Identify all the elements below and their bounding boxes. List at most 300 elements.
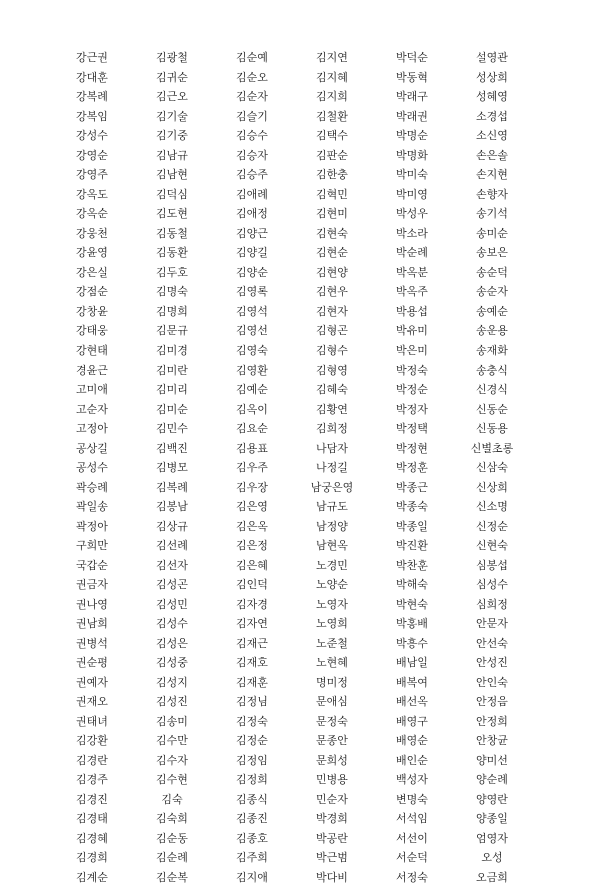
name-cell: 김명희 <box>156 304 188 318</box>
name-cell: 김성지 <box>156 675 188 689</box>
name-cell: 배남일 <box>396 656 428 670</box>
name-cell: 명미정 <box>316 675 348 689</box>
name-cell: 곽정아 <box>76 519 108 533</box>
name-cell: 문종안 <box>316 734 348 748</box>
name-cell: 노양순 <box>316 578 348 592</box>
name-cell: 김광철 <box>156 51 188 65</box>
name-cell: 송재화 <box>476 343 508 357</box>
name-cell: 김은옥 <box>236 519 268 533</box>
name-cell: 신별초롱 <box>470 441 514 455</box>
name-cell: 김선례 <box>156 539 188 553</box>
name-cell: 권병석 <box>76 636 108 650</box>
name-cell: 박홍배 <box>396 617 428 631</box>
name-cell: 김슬기 <box>236 109 268 123</box>
name-cell: 신상희 <box>476 480 508 494</box>
name-cell: 김성진 <box>156 695 188 709</box>
table-row <box>52 848 532 868</box>
name-cell: 강현태 <box>76 343 108 357</box>
name-cell: 송기석 <box>476 207 508 221</box>
name-cell: 김도현 <box>156 207 188 221</box>
name-cell: 강옥순 <box>76 207 108 221</box>
name-cell: 안정음 <box>476 695 508 709</box>
table-row <box>52 770 532 790</box>
name-cell: 김자경 <box>236 597 268 611</box>
table-row <box>52 477 532 497</box>
name-cell: 김수현 <box>156 773 188 787</box>
name-cell: 박유미 <box>396 324 428 338</box>
name-cell: 김병모 <box>156 461 188 475</box>
name-cell: 김애례 <box>236 187 268 201</box>
name-cell: 김한충 <box>316 168 348 182</box>
name-cell: 김희정 <box>316 422 348 436</box>
table-row <box>52 399 532 419</box>
name-cell: 김두호 <box>156 265 188 279</box>
name-cell: 김민수 <box>156 422 188 436</box>
name-cell: 박래권 <box>396 109 428 123</box>
name-cell: 김재훈 <box>236 675 268 689</box>
table-row <box>52 809 532 829</box>
name-cell: 김양근 <box>236 226 268 240</box>
name-cell: 김강환 <box>76 734 108 748</box>
name-cell: 김정희 <box>236 773 268 787</box>
name-cell: 국갑순 <box>76 558 108 572</box>
name-cell: 김형곤 <box>316 324 348 338</box>
name-cell: 강창윤 <box>76 304 108 318</box>
name-cell: 김재근 <box>236 636 268 650</box>
name-cell: 김성곤 <box>156 578 188 592</box>
name-cell: 배복여 <box>396 675 428 689</box>
name-cell: 송보은 <box>476 246 508 260</box>
name-cell: 강영순 <box>76 148 108 162</box>
name-cell: 김영록 <box>236 285 268 299</box>
table-row <box>52 243 532 263</box>
name-cell: 김은정 <box>236 539 268 553</box>
table-row <box>52 419 532 439</box>
name-cell: 김정순 <box>236 734 268 748</box>
name-cell: 송운용 <box>476 324 508 338</box>
table-row <box>52 673 532 693</box>
name-cell: 김은영 <box>236 500 268 514</box>
name-cell: 양영란 <box>476 792 508 806</box>
table-row <box>52 790 532 810</box>
name-cell: 오금희 <box>476 870 508 884</box>
name-cell: 김재호 <box>236 656 268 670</box>
table-row <box>52 516 532 536</box>
name-cell: 김경혜 <box>76 831 108 845</box>
table-row <box>52 87 532 107</box>
name-cell: 김현미 <box>316 207 348 221</box>
name-cell: 김경란 <box>76 753 108 767</box>
table-row <box>52 165 532 185</box>
name-cell: 강성수 <box>76 129 108 143</box>
name-cell: 박공란 <box>316 831 348 845</box>
table-row <box>52 536 532 556</box>
name-cell: 안성진 <box>476 656 508 670</box>
name-cell: 김남규 <box>156 148 188 162</box>
name-cell: 성상희 <box>476 70 508 84</box>
name-cell: 민순자 <box>316 792 348 806</box>
name-cell: 박종일 <box>396 519 428 533</box>
table-row <box>52 829 532 849</box>
name-cell: 강복례 <box>76 90 108 104</box>
table-row <box>52 614 532 634</box>
name-cell: 소경섭 <box>476 109 508 123</box>
name-cell: 박명화 <box>396 148 428 162</box>
name-cell: 박경희 <box>316 812 348 826</box>
name-cell: 송순자 <box>476 285 508 299</box>
name-cell: 김동환 <box>156 246 188 260</box>
table-row <box>52 341 532 361</box>
name-cell: 김선자 <box>156 558 188 572</box>
name-cell: 문정숙 <box>316 714 348 728</box>
name-cell: 신현숙 <box>476 539 508 553</box>
name-cell: 강은실 <box>76 265 108 279</box>
table-row <box>52 68 532 88</box>
name-cell: 신동용 <box>476 422 508 436</box>
name-cell: 박성우 <box>396 207 428 221</box>
name-cell: 김우주 <box>236 461 268 475</box>
name-cell: 고정아 <box>76 422 108 436</box>
name-cell: 양순례 <box>476 773 508 787</box>
name-cell: 고미애 <box>76 383 108 397</box>
name-cell: 박동혁 <box>396 70 428 84</box>
table-row <box>52 282 532 302</box>
name-cell: 박용섭 <box>396 304 428 318</box>
name-cell: 김현자 <box>316 304 348 318</box>
table-row <box>52 360 532 380</box>
name-cell: 송충식 <box>476 363 508 377</box>
name-cell: 남정양 <box>316 519 348 533</box>
name-cell: 김종호 <box>236 831 268 845</box>
name-cell: 박정순 <box>396 383 428 397</box>
name-cell: 김순복 <box>156 870 188 884</box>
name-cell: 김순례 <box>156 851 188 865</box>
name-cell: 김옥이 <box>236 402 268 416</box>
name-cell: 김성민 <box>156 597 188 611</box>
name-cell: 노영희 <box>316 617 348 631</box>
name-cell: 노준철 <box>316 636 348 650</box>
name-cell: 문애심 <box>316 695 348 709</box>
name-cell: 김판순 <box>316 148 348 162</box>
table-row <box>52 263 532 283</box>
name-cell: 김종진 <box>236 812 268 826</box>
name-cell: 김경주 <box>76 773 108 787</box>
name-cell: 박래구 <box>396 90 428 104</box>
table-row <box>52 653 532 673</box>
name-cell: 구희만 <box>76 539 108 553</box>
name-cell: 곽승례 <box>76 480 108 494</box>
name-cell: 김기술 <box>156 109 188 123</box>
name-cell: 김현숙 <box>316 226 348 240</box>
name-cell: 김혜숙 <box>316 383 348 397</box>
name-cell: 권재오 <box>76 695 108 709</box>
name-cell: 김근오 <box>156 90 188 104</box>
table-row <box>52 594 532 614</box>
name-cell: 김주희 <box>236 851 268 865</box>
table-row <box>52 302 532 322</box>
name-cell: 김현우 <box>316 285 348 299</box>
name-cell: 민병용 <box>316 773 348 787</box>
name-cell: 김순오 <box>236 70 268 84</box>
name-cell: 김형수 <box>316 343 348 357</box>
name-cell: 박정숙 <box>396 363 428 377</box>
name-cell: 권금자 <box>76 578 108 592</box>
name-cell: 배선옥 <box>396 695 428 709</box>
name-cell: 심희정 <box>476 597 508 611</box>
name-cell: 설영관 <box>476 51 508 65</box>
name-cell: 남규도 <box>316 500 348 514</box>
table-row <box>52 692 532 712</box>
name-cell: 김성수 <box>156 617 188 631</box>
name-cell: 김기중 <box>156 129 188 143</box>
name-cell: 김송미 <box>156 714 188 728</box>
name-cell: 권순평 <box>76 656 108 670</box>
name-cell: 김순예 <box>236 51 268 65</box>
name-cell: 김명숙 <box>156 285 188 299</box>
name-cell: 박종숙 <box>396 500 428 514</box>
name-cell: 박근범 <box>316 851 348 865</box>
name-cell: 박미영 <box>396 187 428 201</box>
name-cell: 박정훈 <box>396 461 428 475</box>
name-cell: 김혁민 <box>316 187 348 201</box>
name-cell: 김인덕 <box>236 578 268 592</box>
name-cell: 김용표 <box>236 441 268 455</box>
table-row <box>52 712 532 732</box>
name-cell: 김숙 <box>161 792 183 806</box>
table-row <box>52 555 532 575</box>
name-cell: 박덕순 <box>396 51 428 65</box>
name-cell: 김지애 <box>236 870 268 884</box>
name-cell: 김은혜 <box>236 558 268 572</box>
name-cell: 김현양 <box>316 265 348 279</box>
name-cell: 서선이 <box>396 831 428 845</box>
table-row <box>52 321 532 341</box>
name-cell: 김숙희 <box>156 812 188 826</box>
name-cell: 신경식 <box>476 383 508 397</box>
name-cell: 안정희 <box>476 714 508 728</box>
name-cell: 배인순 <box>396 753 428 767</box>
name-cell: 강태웅 <box>76 324 108 338</box>
name-cell: 김경태 <box>76 812 108 826</box>
name-cell: 김미순 <box>156 402 188 416</box>
name-cell: 오성 <box>481 851 503 865</box>
name-cell: 고순자 <box>76 402 108 416</box>
name-cell: 김지희 <box>316 90 348 104</box>
name-cell: 경윤근 <box>76 363 108 377</box>
name-cell: 김순자 <box>236 90 268 104</box>
name-cell: 노현혜 <box>316 656 348 670</box>
table-row <box>52 868 532 887</box>
name-cell: 안문자 <box>476 617 508 631</box>
name-cell: 김승주 <box>236 168 268 182</box>
table-row <box>52 204 532 224</box>
name-cell: 강점순 <box>76 285 108 299</box>
table-row <box>52 575 532 595</box>
name-cell: 배영구 <box>396 714 428 728</box>
name-cell: 안인숙 <box>476 675 508 689</box>
name-cell: 노경민 <box>316 558 348 572</box>
name-cell: 나정길 <box>316 461 348 475</box>
name-cell: 김양길 <box>236 246 268 260</box>
name-cell: 남궁은영 <box>310 480 354 494</box>
name-cell: 손은솔 <box>476 148 508 162</box>
name-cell: 김예순 <box>236 383 268 397</box>
table-row <box>52 731 532 751</box>
name-cell: 김황연 <box>316 402 348 416</box>
name-cell: 서정숙 <box>396 870 428 884</box>
name-cell: 신정순 <box>476 519 508 533</box>
name-cell: 김택수 <box>316 129 348 143</box>
name-cell: 김정님 <box>236 695 268 709</box>
name-cell: 박해숙 <box>396 578 428 592</box>
name-cell: 강윤영 <box>76 246 108 260</box>
name-cell: 신삼숙 <box>476 461 508 475</box>
table-row <box>52 146 532 166</box>
name-cell: 김성중 <box>156 656 188 670</box>
name-cell: 양종일 <box>476 812 508 826</box>
name-cell: 박은미 <box>396 343 428 357</box>
name-cell: 김문규 <box>156 324 188 338</box>
name-cell: 손지현 <box>476 168 508 182</box>
name-cell: 김지혜 <box>316 70 348 84</box>
name-cell: 김자연 <box>236 617 268 631</box>
name-cell: 강근권 <box>76 51 108 65</box>
name-cell: 박종근 <box>396 480 428 494</box>
name-cell: 김성은 <box>156 636 188 650</box>
name-cell: 박정현 <box>396 441 428 455</box>
name-cell: 박순례 <box>396 246 428 260</box>
name-cell: 김승수 <box>236 129 268 143</box>
name-cell: 곽일송 <box>76 500 108 514</box>
name-cell: 김동철 <box>156 226 188 240</box>
table-row <box>52 458 532 478</box>
name-cell: 권남희 <box>76 617 108 631</box>
name-cell: 김미란 <box>156 363 188 377</box>
name-cell: 김영숙 <box>236 343 268 357</box>
name-cell: 김영석 <box>236 304 268 318</box>
table-row <box>52 497 532 517</box>
name-cell: 심성수 <box>476 578 508 592</box>
name-cell: 박찬훈 <box>396 558 428 572</box>
name-cell: 김형영 <box>316 363 348 377</box>
table-row <box>52 438 532 458</box>
table-row <box>52 633 532 653</box>
name-cell: 김영환 <box>236 363 268 377</box>
name-cell: 김현순 <box>316 246 348 260</box>
name-cell: 김정숙 <box>236 714 268 728</box>
name-cell: 김양순 <box>236 265 268 279</box>
name-cell: 성혜영 <box>476 90 508 104</box>
name-cell: 강영주 <box>76 168 108 182</box>
name-cell: 김경희 <box>76 851 108 865</box>
name-cell: 노영자 <box>316 597 348 611</box>
name-cell: 김계순 <box>76 870 108 884</box>
name-cell: 신소명 <box>476 500 508 514</box>
name-cell: 백성자 <box>396 773 428 787</box>
name-cell: 문희성 <box>316 753 348 767</box>
table-row <box>52 126 532 146</box>
table-row <box>52 48 532 68</box>
name-cell: 소신영 <box>476 129 508 143</box>
name-cell: 김덕심 <box>156 187 188 201</box>
name-cell: 김순동 <box>156 831 188 845</box>
name-cell: 양미선 <box>476 753 508 767</box>
name-cell: 권태녀 <box>76 714 108 728</box>
name-cell: 박미숙 <box>396 168 428 182</box>
name-cell: 심봉섭 <box>476 558 508 572</box>
name-cell: 손향자 <box>476 187 508 201</box>
name-cell: 김우장 <box>236 480 268 494</box>
name-cell: 서석임 <box>396 812 428 826</box>
name-cell: 박정자 <box>396 402 428 416</box>
name-cell: 김정임 <box>236 753 268 767</box>
name-cell: 박흥수 <box>396 636 428 650</box>
name-cell: 안선숙 <box>476 636 508 650</box>
name-cell: 김철환 <box>316 109 348 123</box>
name-cell: 김승자 <box>236 148 268 162</box>
name-cell: 박정택 <box>396 422 428 436</box>
name-cell: 박소라 <box>396 226 428 240</box>
name-cell: 송예순 <box>476 304 508 318</box>
name-table <box>52 48 532 887</box>
name-cell: 박명순 <box>396 129 428 143</box>
name-cell: 박다비 <box>316 870 348 884</box>
name-cell: 공상길 <box>76 441 108 455</box>
name-cell: 김미경 <box>156 343 188 357</box>
table-row <box>52 751 532 771</box>
name-cell: 박옥분 <box>396 265 428 279</box>
table-row <box>52 380 532 400</box>
name-cell: 강옥도 <box>76 187 108 201</box>
name-cell: 김백진 <box>156 441 188 455</box>
name-cell: 김수만 <box>156 734 188 748</box>
name-cell: 송순덕 <box>476 265 508 279</box>
name-cell: 박진환 <box>396 539 428 553</box>
name-cell: 김애정 <box>236 207 268 221</box>
name-cell: 나담자 <box>316 441 348 455</box>
name-cell: 강복임 <box>76 109 108 123</box>
name-cell: 권예자 <box>76 675 108 689</box>
name-cell: 권나영 <box>76 597 108 611</box>
name-cell: 배영순 <box>396 734 428 748</box>
name-cell: 김남현 <box>156 168 188 182</box>
name-cell: 김상규 <box>156 519 188 533</box>
name-cell: 김경진 <box>76 792 108 806</box>
name-cell: 김요순 <box>236 422 268 436</box>
name-cell: 김봉남 <box>156 500 188 514</box>
name-cell: 변명숙 <box>396 792 428 806</box>
name-cell: 김종식 <box>236 792 268 806</box>
name-cell: 박옥주 <box>396 285 428 299</box>
table-row <box>52 224 532 244</box>
name-cell: 엄영자 <box>476 831 508 845</box>
name-cell: 김영선 <box>236 324 268 338</box>
name-cell: 김미리 <box>156 383 188 397</box>
name-cell: 김수자 <box>156 753 188 767</box>
name-cell: 김지연 <box>316 51 348 65</box>
name-cell: 강웅천 <box>76 226 108 240</box>
name-cell: 김복례 <box>156 480 188 494</box>
name-cell: 강대훈 <box>76 70 108 84</box>
name-cell: 신동순 <box>476 402 508 416</box>
name-cell: 안창균 <box>476 734 508 748</box>
name-cell: 송미순 <box>476 226 508 240</box>
table-row <box>52 107 532 127</box>
name-cell: 김귀순 <box>156 70 188 84</box>
name-cell: 남현옥 <box>316 539 348 553</box>
name-cell: 서순덕 <box>396 851 428 865</box>
table-row <box>52 185 532 205</box>
